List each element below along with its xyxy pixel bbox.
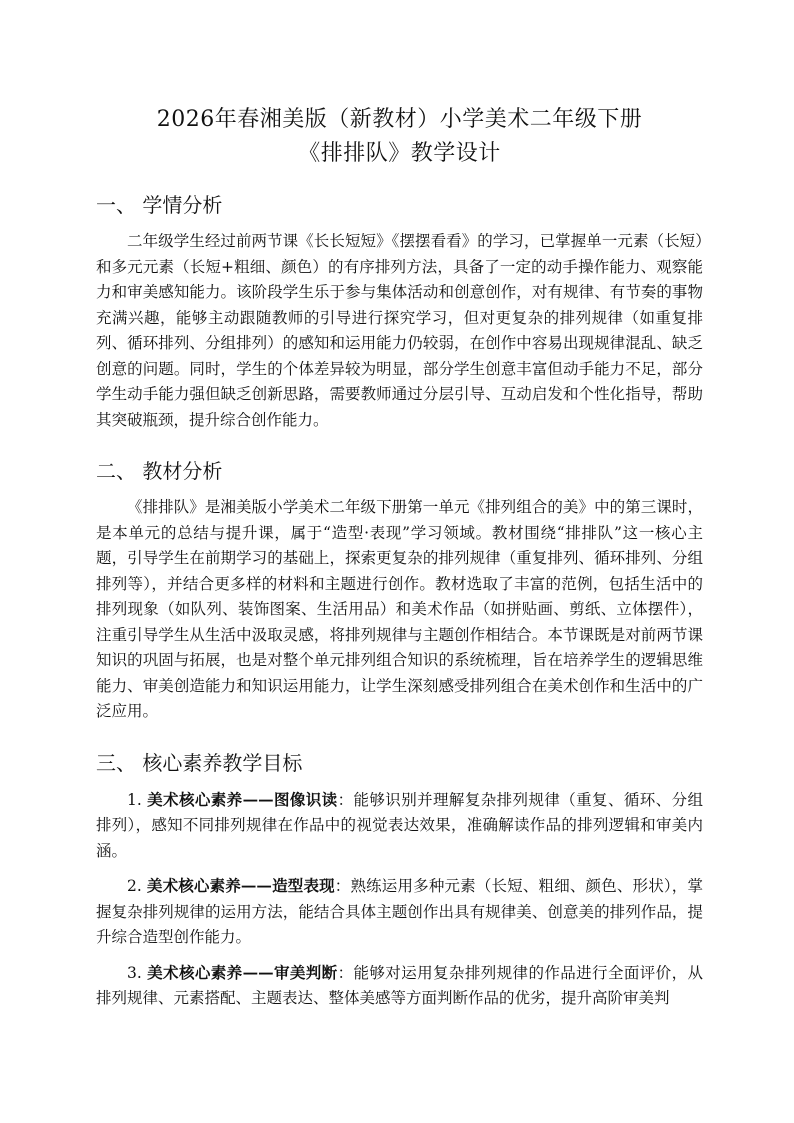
section-heading-textbook-analysis: 二、 教材分析 (96, 459, 223, 483)
goal-number: 1. (127, 790, 142, 809)
goal-text: ：能够识别并理解复杂排列规律（重复、循环、分组排列），感知不同排列规律在作品中的视觉表达效果，准确解读作品的排列逻辑和审美内涵。 (96, 790, 703, 860)
goal-list-item (96, 960, 703, 1012)
goal-number: 2. (127, 877, 142, 895)
document-title-line-1: 2026年春湘美版（新教材）小学美术二年级下册 (156, 107, 643, 132)
section-heading-learner-analysis: 一、 学情分析 (96, 193, 223, 217)
goal-text: ：能够对运用复杂排列规律的作品进行全面评价，从排列规律、元素搭配、主题表达、整体美感等方面判断作品的优劣，提升高阶审美判 (96, 963, 703, 1007)
goal-list-item (96, 787, 703, 865)
section-paragraph-learner-analysis: 二年级学生经过前两节课《长长短短》《摆摆看看》的学习，已掌握单一元素（长短）和多元元素（长短+粗细、颜色）的有序排列方法，具备了一定的动手操作能力、观察能力和审美感知能力。该阶段学生乐于参与集体活动和创意创作，对有规律、有节奏的事物充满兴趣，能够主动跟随教师的引导进行探究学习，但对更复杂的排列规律（如重复排列、循环排列、分组排列）的感知和运用能力仍较弱，在创作中容易出现规律混乱、缺乏创意的问题。同时，学生的个体差异较为明显，部分学生创意丰富但动手能力不足，部分学生动手能力强但缺乏创新思路，需要教师通过分层引导、互动启发和个性化指导，帮助其突破瓶颈，提升综合创作能力。 (96, 232, 703, 429)
section-heading-core-literacy-goals: 三、 核心素养教学目标 (96, 750, 303, 775)
section-paragraph-textbook-analysis: 《排排队》是湘美版小学美术二年级下册第一单元《排列组合的美》中的第三课时，是本单元的总结与提升课，属于“造型·表现”学习领域。教材围绕“排排队”这一核心主题，引导学生在前期学习的基础上，探索更复杂的排列规律（重复排列、循环排列、分组排列等），并结合更多样的材料和主题进行创作。教材选取了丰富的范例，包括生活中的排列现象（如队列、装饰图案、生活用品）和美术作品（如拼贴画、剪纸、立体摆件），注重引导学生从生活中汲取灵感，将排列规律与主题创作相结合。本节课既是对前两节课知识的巩固与拓展，也是对整个单元排列组合知识的系统梳理，旨在培养学生的逻辑思维能力、审美创造能力和知识运用能力，让学生深刻感受排列组合在美术创作和生活中的广泛应用。 (96, 498, 703, 720)
goal-label: 美术核心素养——图像识读 (147, 789, 338, 809)
goal-number: 3. (127, 963, 142, 982)
goal-label: 美术核心素养——审美判断 (147, 962, 338, 982)
goal-label: 美术核心素养——造型表现 (146, 876, 335, 895)
document-title-line-2: 《排排队》教学设计 (298, 141, 501, 166)
goal-list-item (96, 873, 703, 951)
goal-text: ：熟练运用多种元素（长短、粗细、颜色、形状），掌握复杂排列规律的运用方法，能结合具体主题创作出具有规律美、创意美的排列作品，提升综合造型创作能力。 (96, 877, 703, 946)
